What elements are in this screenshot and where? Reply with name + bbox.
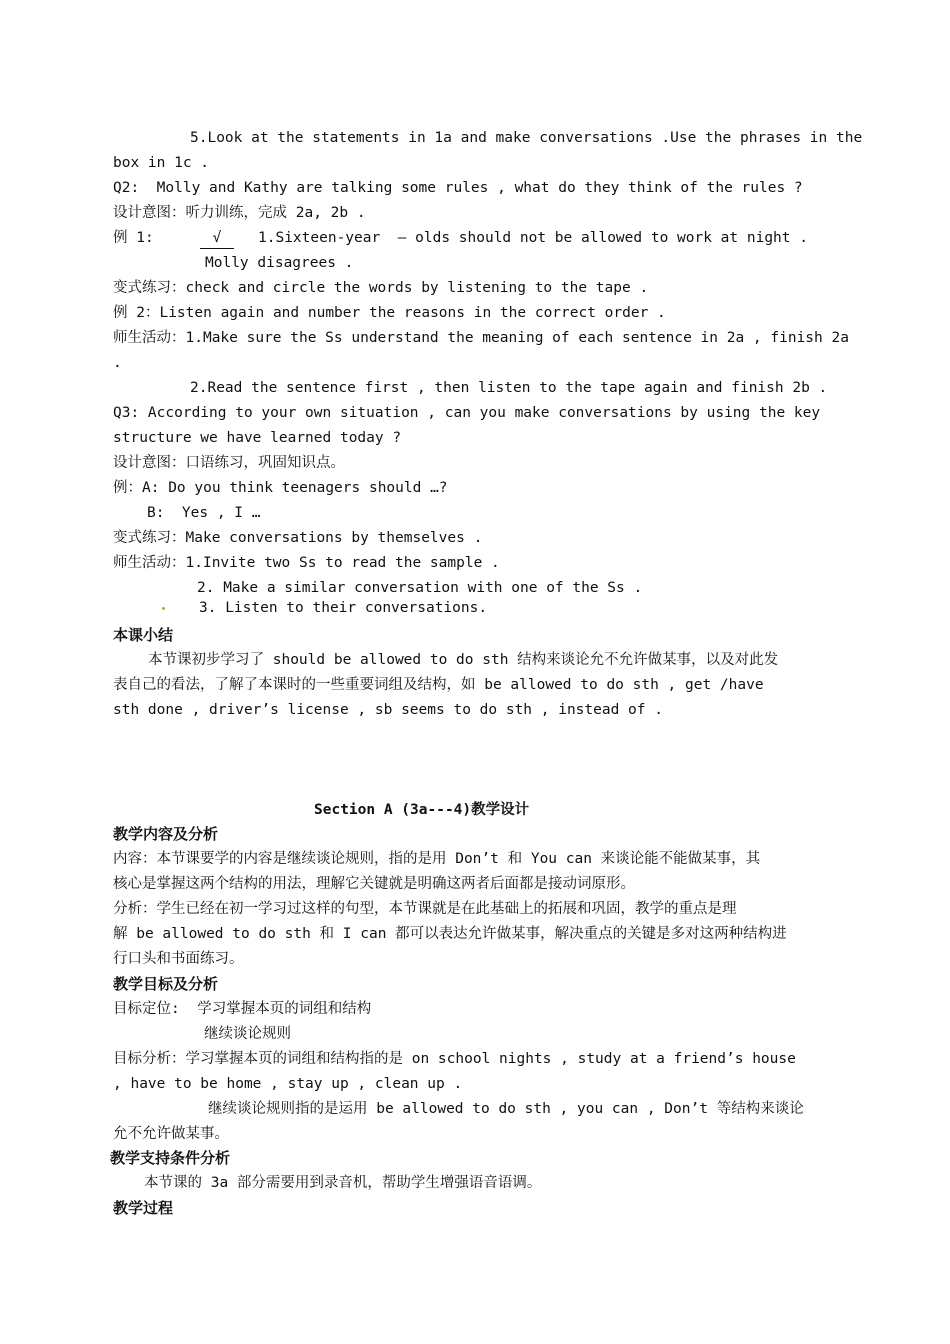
text-line: 2.Read the sentence first , then listen to the tape again and finish 2b . bbox=[190, 380, 828, 396]
speck-mark bbox=[162, 607, 165, 610]
text-line: 目标分析：学习掌握本页的词组和结构指的是 on school nights , study at a friend’s house bbox=[113, 1051, 796, 1067]
text-line: 师生活动：1.Make sure the Ss understand the meaning of each sentence in 2a , finish 2a bbox=[113, 330, 849, 346]
check-mark: √ bbox=[200, 228, 234, 249]
text-line: 表自己的看法，了解了本课时的一些重要词组及结构，如 be allowed to do sth , get /have bbox=[113, 677, 764, 693]
section-heading: 教学目标及分析 bbox=[113, 975, 219, 993]
text-line: 变式练习：Make conversations by themselves . bbox=[113, 530, 483, 546]
text-line: 继续谈论规则指的是运用 be allowed to do sth , you can , Don’t 等结构来谈论 bbox=[208, 1101, 804, 1117]
text-line: 本节课初步学习了 should be allowed to do sth 结构来谈论允不允许做某事，以及对此发 bbox=[148, 652, 779, 668]
text-line: 变式练习：check and circle the words by listening to the tape . bbox=[113, 280, 649, 296]
text-line: 核心是掌握这两个结构的用法，理解它关键就是明确这两者后面都是接动词原形。 bbox=[113, 876, 635, 892]
question-line: Q2: Molly and Kathy are talking some rules , what do they think of the rules ? bbox=[113, 180, 803, 196]
text-line: 行口头和书面练习。 bbox=[113, 951, 244, 967]
page-title: Section A (3a---4)教学设计 bbox=[314, 802, 530, 818]
section-heading: 教学内容及分析 bbox=[113, 825, 219, 843]
text-line: structure we have learned today ? bbox=[113, 430, 402, 446]
text-line: 解 be allowed to do sth 和 I can 都可以表达允许做某事，解决重点的关键是多对这两种结构进 bbox=[113, 926, 787, 942]
text-line: 内容：本节课要学的内容是继续谈论规则，指的是用 Don’t 和 You can 来谈论能不能做某事，其 bbox=[113, 851, 761, 867]
text-line: Molly disagrees . bbox=[205, 255, 354, 271]
text-line: 2. Make a similar conversation with one of the Ss . bbox=[197, 580, 643, 596]
text-line: box in 1c . bbox=[113, 155, 210, 171]
text-line: 允不允许做某事。 bbox=[113, 1126, 229, 1142]
text-line: 师生活动：1.Invite two Ss to read the sample . bbox=[113, 555, 500, 571]
text-line: 设计意图：听力训练，完成 2a, 2b . bbox=[113, 205, 366, 221]
text-line: 本节课的 3a 部分需要用到录音机，帮助学生增强语音语调。 bbox=[144, 1175, 542, 1191]
section-heading: 教学支持条件分析 bbox=[110, 1149, 231, 1167]
example-label: 例 1: bbox=[113, 230, 154, 246]
text-line: 继续谈论规则 bbox=[204, 1026, 291, 1042]
text-line: . bbox=[113, 355, 122, 371]
section-heading: 本课小结 bbox=[113, 626, 174, 644]
text-line: sth done , driver’s license , sb seems to do sth , instead of . bbox=[113, 702, 663, 718]
text-line: 例：A: Do you think teenagers should …? bbox=[113, 480, 448, 496]
text-line: 1.Sixteen-year – olds should not be allowed to work at night . bbox=[258, 230, 808, 246]
text-line: 例 2：Listen again and number the reasons in the correct order . bbox=[113, 305, 666, 321]
text-line: 设计意图：口语练习，巩固知识点。 bbox=[113, 455, 345, 471]
text-line: , have to be home , stay up , clean up . bbox=[113, 1076, 463, 1092]
section-heading: 教学过程 bbox=[113, 1199, 174, 1217]
text-line: 3. Listen to their conversations. bbox=[199, 600, 488, 616]
question-line: Q3: According to your own situation , can you make conversations by using the key bbox=[113, 405, 821, 421]
text-line: 目标定位: 学习掌握本页的词组和结构 bbox=[113, 1001, 372, 1017]
text-line: 分析：学生已经在初一学习过这样的句型，本节课就是在此基础上的拓展和巩固，教学的重点是理 bbox=[113, 901, 737, 917]
text-line: B: Yes , I … bbox=[147, 505, 261, 521]
text-line: 5.Look at the statements in 1a and make conversations .Use the phrases in the bbox=[190, 130, 863, 146]
